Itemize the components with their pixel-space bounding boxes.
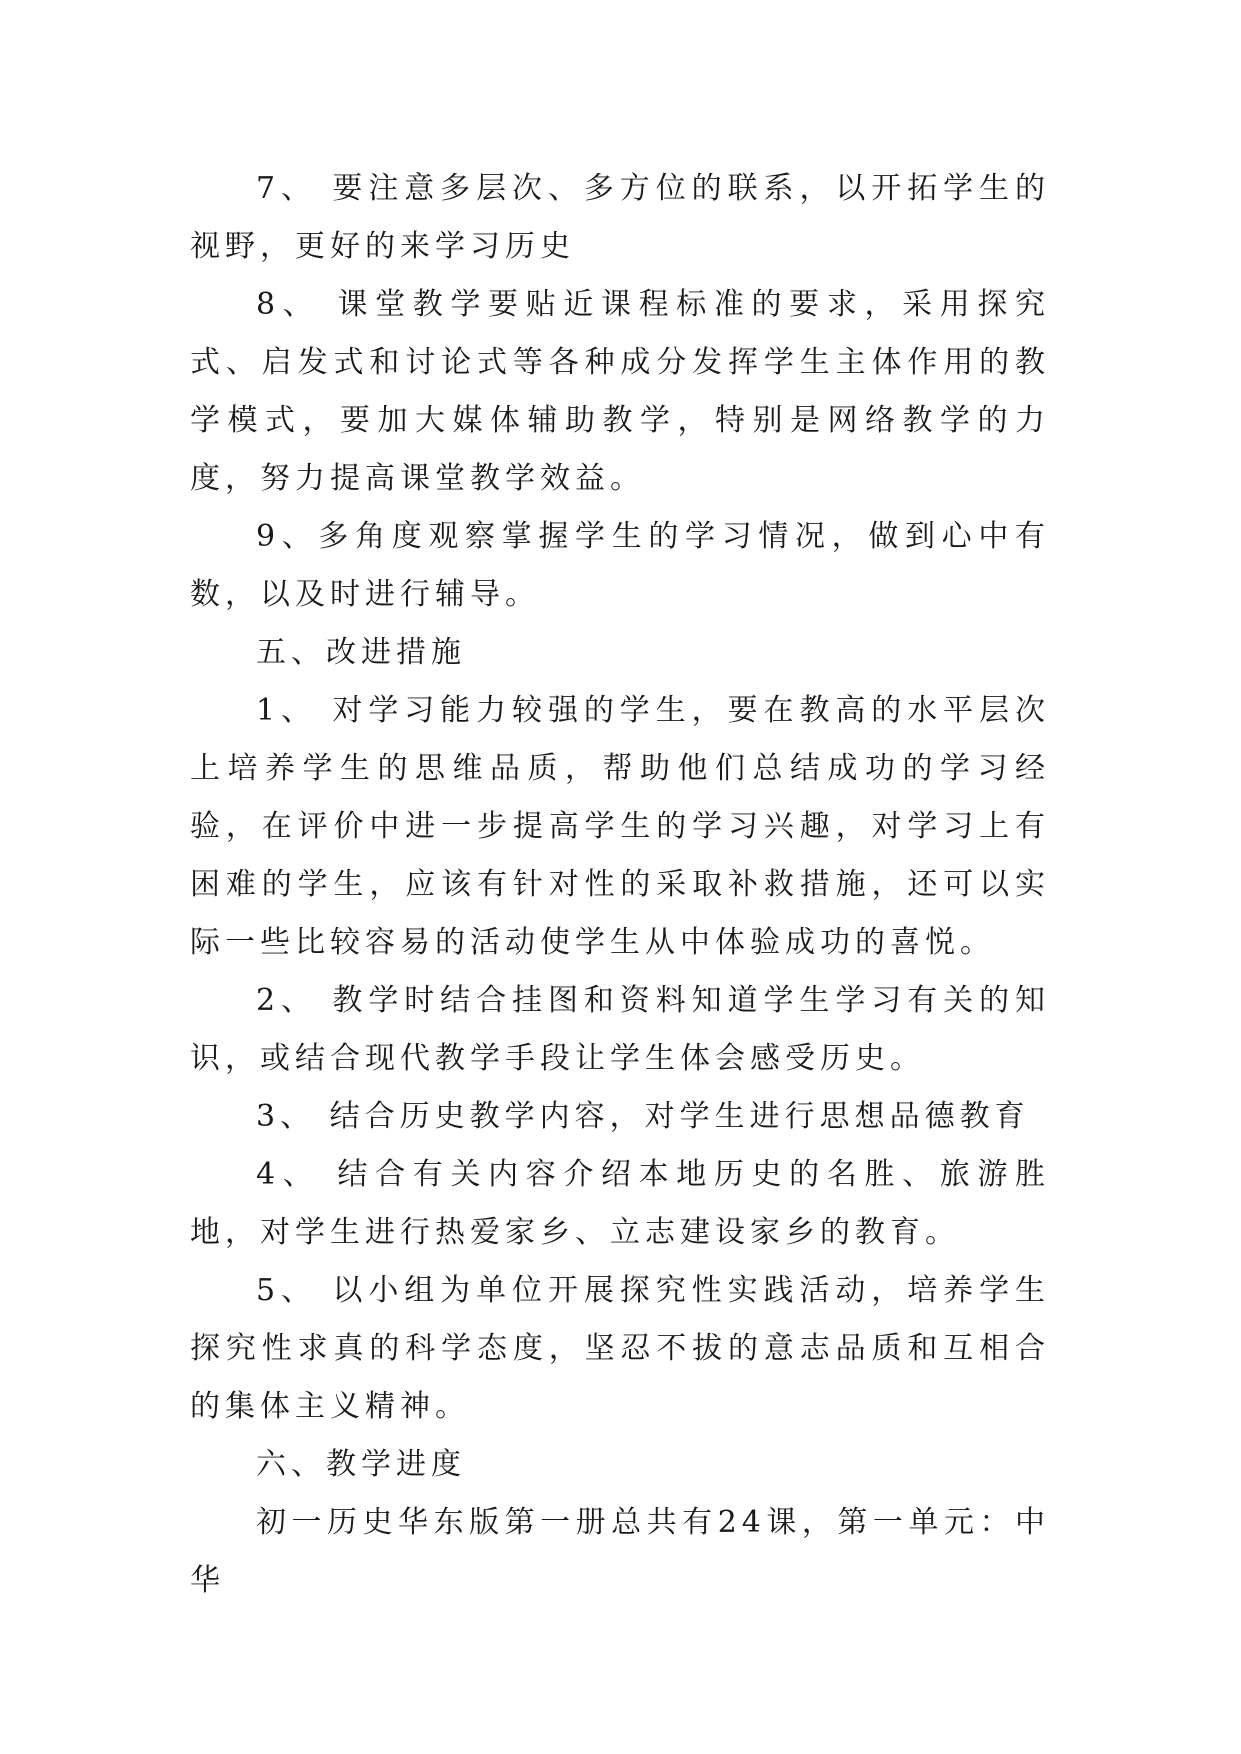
section-heading-schedule: 六、教学进度: [256, 1447, 466, 1482]
section-heading-improvement: 五、改进措施: [256, 635, 466, 670]
paragraph-item-9: 9、多角度观察掌握学生的学习情况，做到心中有数，以及时进行辅导。: [190, 519, 1050, 612]
paragraph-measure-3: 3、 结合历史教学内容，对学生进行思想品德教育: [256, 1099, 1030, 1134]
paragraph-schedule-intro: 初一历史华东版第一册总共有24课，第一单元：中华: [190, 1505, 1050, 1598]
document-page: [190, 160, 1050, 1610]
paragraph-measure-4: 4、 结合有关内容介绍本地历史的名胜、旅游胜地，对学生进行热爱家乡、立志建设家乡的教育。: [190, 1157, 1050, 1250]
paragraph-measure-2: 2、 教学时结合挂图和资料知道学生学习有关的知识，或结合现代教学手段让学生体会感受历史。: [190, 983, 1050, 1076]
paragraph-measure-1: 1、 对学习能力较强的学生，要在教高的水平层次上培养学生的思维品质，帮助他们总结成功的学习经验，在评价中进一步提高学生的学习兴趣，对学习上有困难的学生，应该有针对性的采取补救措施，还可以实际一些比较容易的活动使学生从中体验成功的喜悦。: [190, 693, 1050, 960]
paragraph-measure-5: 5、 以小组为单位开展探究性实践活动，培养学生探究性求真的科学态度，坚忍不拔的意志品质和互相合的集体主义精神。: [190, 1273, 1050, 1424]
paragraph-item-7: 7、 要注意多层次、多方位的联系，以开拓学生的视野，更好的来学习历史: [190, 171, 1050, 264]
paragraph-item-8: 8、 课堂教学要贴近课程标准的要求，采用探究式、启发式和讨论式等各种成分发挥学生主体作用的教学模式，要加大媒体辅助教学，特别是网络教学的力度，努力提高课堂教学效益。: [190, 287, 1050, 496]
